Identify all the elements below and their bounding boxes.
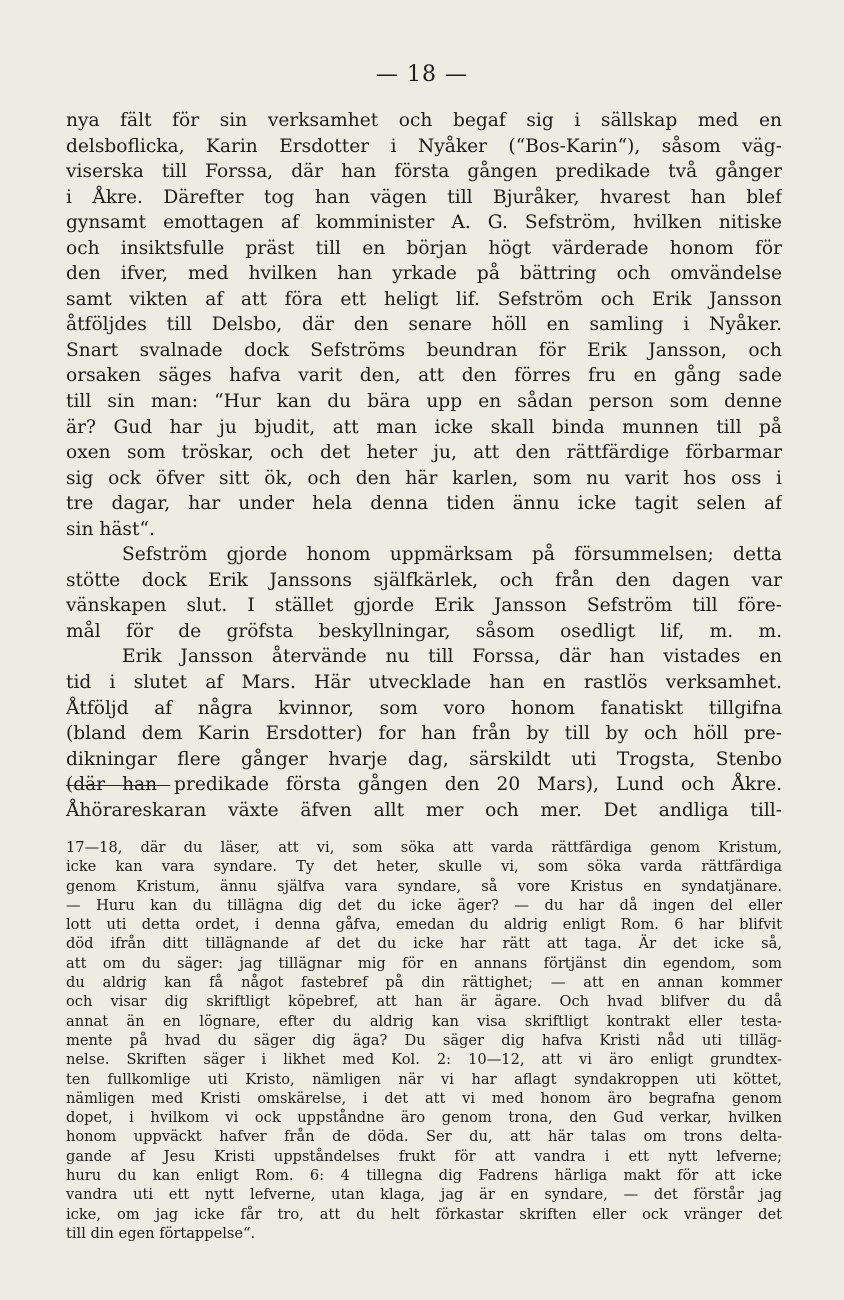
main-text-line: Åhörareskaran växte äfven allt mer och mer. Det andliga till- — [66, 799, 782, 821]
footnote-line: nelse. Skriften säger i likhet med Kol. 2: 10—12, att vi äro enligt grundtex- — [66, 1051, 782, 1069]
main-text-line: samt vikten af att föra ett heligt lif. Sefström och Erik Jansson — [66, 288, 782, 310]
footnote-line: att om du säger: jag tillägnar mig för en annans förtjänst din egendom, som — [66, 954, 782, 972]
main-text-line: åtföljdes till Delsbo, där den senare höll en samling i Nyåker. — [66, 314, 782, 336]
main-text-line: (bland dem Karin Ersdotter) for han från by till by och höll pre- — [66, 723, 782, 745]
main-text-line: gynsamt emottagen af komminister A. G. Sefström, hvilken nitiske — [66, 212, 782, 234]
footnote-line: död ifrån ditt tillägnande af det du icke har rätt att taga. Är det icke så, — [66, 935, 782, 953]
footnote-line: ten fullkomlige uti Kristo, nämligen när vi har aflagt syndakroppen uti köttet, — [66, 1070, 782, 1088]
main-text-line: (där han predikade första gången den 20 Mars), Lund och Åkre. — [66, 774, 782, 796]
footnote-line: dopet, i hvilkom vi ock uppståndne äro genom trona, den Gud verkar, hvilken — [66, 1109, 782, 1127]
main-text-line: oxen som tröskar, och det heter ju, att den rättfärdige förbarmar — [66, 442, 782, 464]
main-text-line: Sefström gjorde honom uppmärksam på försummelsen; detta — [122, 544, 782, 566]
main-text-line: den ifver, med hvilken han yrkade på bättring och omvändelse — [66, 263, 782, 285]
main-text-line: viserska till Forssa, där han första gången predikade två gånger — [66, 161, 782, 183]
footnote-separator — [66, 785, 170, 786]
main-text-line: Erik Jansson återvände nu till Forssa, där han vistades en — [122, 646, 782, 668]
main-text-line: tre dagar, har under hela denna tiden ännu icke tagit selen af — [66, 493, 782, 515]
main-text-line: till sin man: “Hur kan du bära upp en sådan person som denne — [66, 391, 782, 413]
footnote-line: honom uppväckt hafver från de döda. Ser du, att här talas om trons delta- — [66, 1128, 782, 1146]
footnote-line: lott uti detta ordet, i denna gåfva, emedan du aldrig enligt Rom. 6 har blifvit — [66, 916, 782, 934]
footnote-line: vandra uti ett nytt lefverne, utan klaga, jag är en syndare, — det förstår jag — [66, 1186, 782, 1204]
footnote-line: nämligen med Kristi omskärelse, i det att vi med honom äro begrafna genom — [66, 1089, 782, 1107]
main-text-line: Åtföljd af några kvinnor, som voro honom fanatiskt tillgifna — [66, 697, 782, 719]
footnote-line: genom Kristum, ännu själfva vara syndare, så vore Kristus en syndatjänare. — [66, 877, 782, 895]
main-text-line: vänskapen slut. I stället gjorde Erik Jansson Sefström till före- — [66, 595, 782, 617]
footnote-line: och visar dig skriftligt köpebref, att han är ägare. Och hvad blifver du då — [66, 993, 782, 1011]
footnote-line: 17—18, där du läser, att vi, som söka att varda rättfärdiga genom Kristum, — [66, 839, 782, 856]
footnote-line: till din egen förtappelse“. — [66, 1224, 256, 1242]
footnote-line: du aldrig kan få något fastebref på din rättighet; — att en annan kommer — [66, 974, 782, 992]
main-text-line: nya fält för sin verksamhet och begaf sig i sällskap med en — [66, 110, 782, 131]
main-text-line: i Åkre. Därefter tog han vägen till Bjuråker, hvarest han blef — [66, 186, 782, 208]
footnote-line: annat än en lögnare, efter du aldrig kan visa skriftligt kontrakt eller testa- — [66, 1012, 782, 1030]
page-number: — 18 — — [376, 62, 468, 87]
main-text-line: och insiktsfulle präst till en början högt värderade honom för — [66, 237, 782, 259]
footnote-line: — Huru kan du tillägna dig det du icke äger? — du har då ingen del eller — [66, 896, 782, 914]
main-text — [66, 108, 782, 823]
main-text-line: delsboflicka, Karin Ersdotter i Nyåker (“Bos-Karin“), såsom väg- — [66, 135, 782, 157]
footnote-line: icke kan vara syndare. Ty det heter, skulle vi, som söka varda rättfärdiga — [66, 858, 782, 876]
footnote-line: icke, om jag icke får tro, att du helt förkastar skriften eller ock vränger det — [66, 1205, 782, 1223]
main-text-line: sig ock öfver sitt ök, och den här karlen, som nu varit hos oss i — [66, 467, 782, 489]
main-text-line: är? Gud har ju bjudit, att man icke skall binda munnen till på — [66, 416, 782, 438]
main-text-line: mål för de gröfsta beskyllningar, såsom osedligt lif, m. m. — [66, 620, 782, 642]
footnote-text — [66, 838, 782, 1243]
main-text-line: orsaken säges hafva varit den, att den förres fru en gång sade — [66, 365, 782, 387]
main-text-line: dikningar flere gånger hvarje dag, särskildt uti Trogsta, Stenbo — [66, 748, 782, 770]
footnote-line: gande af Jesu Kristi uppståndelses frukt för att vandra i ett nytt lefverne; — [66, 1147, 782, 1165]
main-text-line: sin häst“. — [66, 518, 155, 540]
main-text-line: Snart svalnade dock Sefströms beundran för Erik Jansson, och — [66, 339, 782, 361]
footnote-line: mente på hvad du säger dig äga? Du säger dig hafva Kristi nåd uti tilläg- — [66, 1031, 782, 1049]
footnote-line: huru du kan enligt Rom. 6: 4 tillegna dig Fadrens härliga makt för att icke — [66, 1167, 782, 1185]
main-text-line: stötte dock Erik Janssons själfkärlek, och från den dagen var — [66, 569, 782, 591]
main-text-line: tid i slutet af Mars. Här utvecklade han en rastlös verksamhet. — [66, 672, 782, 694]
